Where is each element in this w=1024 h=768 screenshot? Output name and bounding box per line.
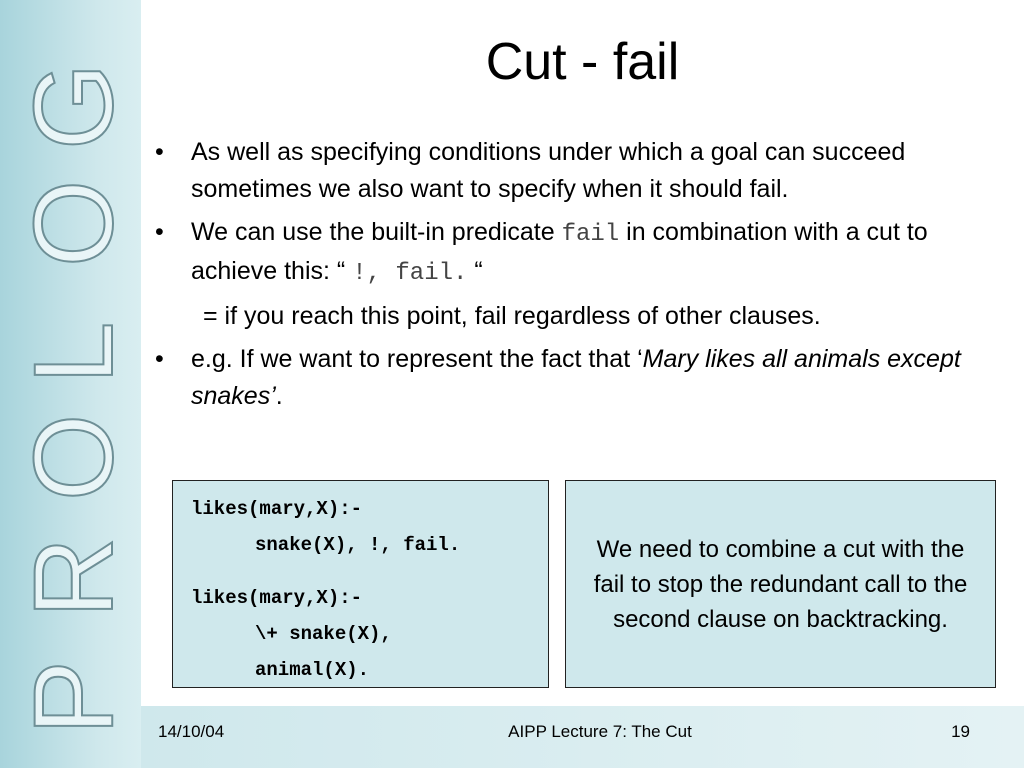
footer-date: 14/10/04 xyxy=(158,722,225,741)
sidebar xyxy=(0,0,141,768)
bullet-marker: • xyxy=(155,345,164,373)
note-text: We need to combine a cut with the fail to stop the redundant call to the second clause on backtracking. xyxy=(593,535,968,633)
inline-code: !, fail. xyxy=(352,260,468,287)
bullet-text: “ xyxy=(467,257,483,285)
code-line: likes(mary,X):- xyxy=(191,498,363,520)
code-line: \+ snake(X), xyxy=(255,623,392,645)
bullet-text: in combination with a cut to achieve this: “ xyxy=(191,218,928,285)
logo-letter: R xyxy=(11,537,136,618)
code-box xyxy=(172,480,549,688)
bullet-marker: • xyxy=(155,138,164,166)
code-line: animal(X). xyxy=(255,659,370,681)
bullet-list xyxy=(155,134,975,421)
bullet-marker: • xyxy=(155,218,164,246)
bullet-item xyxy=(155,341,975,415)
bullet-text: . xyxy=(275,382,283,410)
bullet-item xyxy=(155,214,975,292)
logo-letter: L xyxy=(11,321,136,384)
page-number: 19 xyxy=(951,722,970,741)
bullet-text: e.g. If we want to represent the fact that ‘ xyxy=(191,345,643,373)
footer-title: AIPP Lecture 7: The Cut xyxy=(508,722,692,741)
logo-letter: P xyxy=(11,660,136,735)
slide-title: Cut - fail xyxy=(485,33,680,91)
sub-bullet xyxy=(155,298,975,335)
logo-letter: O xyxy=(11,413,136,501)
logo-letter: G xyxy=(11,62,136,150)
prolog-logo xyxy=(0,0,141,768)
code-line: snake(X), !, fail. xyxy=(255,534,461,556)
bullet-text: We can use the built-in predicate xyxy=(191,218,562,246)
inline-code: fail xyxy=(561,221,620,248)
sub-bullet-text: if you reach this point, fail regardless of other clauses. xyxy=(217,302,821,330)
code-line: likes(mary,X):- xyxy=(191,587,363,609)
logo-letter: O xyxy=(11,179,136,267)
bullet-item xyxy=(155,134,975,208)
note-box xyxy=(565,480,996,688)
italic-text: Mary likes all animals except snakes’ xyxy=(191,345,961,410)
bullet-text: As well as specifying conditions under which a goal can succeed sometimes we also want to specify when it should fail. xyxy=(191,138,906,203)
sub-bullet-marker: = xyxy=(203,302,218,330)
